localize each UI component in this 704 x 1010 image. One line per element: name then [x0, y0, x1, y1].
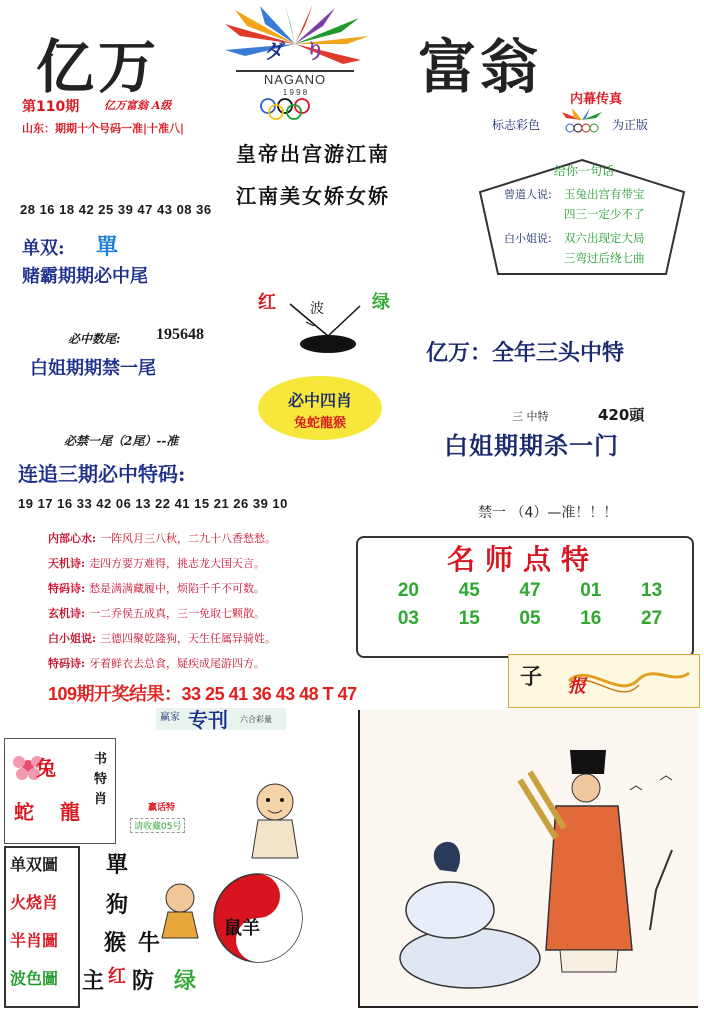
fax-left: 标志彩色 [492, 118, 541, 132]
fax-right: 为正版 [612, 118, 649, 132]
poem-key: 特码诗: [48, 657, 86, 670]
jinyi: 禁一 （4）—准！！！ [478, 505, 618, 521]
label-bose: 波色圖 [10, 969, 59, 988]
bl-green: 绿 [174, 968, 197, 994]
label-banxiao: 半肖圖 [10, 931, 59, 950]
poem-row [48, 555, 265, 571]
mingshi-number: 45 [458, 580, 480, 601]
bl-main: 主 [82, 968, 105, 994]
mingshi-title: 名师点特 [446, 543, 599, 576]
zibao-zi: 子 [520, 664, 543, 690]
label-danshuang: 单双圖 [10, 855, 59, 874]
mingshi-number: 27 [641, 608, 663, 629]
danshuang-label: 单双: [22, 238, 65, 259]
danshuang-line: 赌霸期期必中尾 [22, 266, 148, 287]
scholar-figure-icon [360, 710, 698, 1006]
poem-text: 三德四聚乾隆狗，天生任属异骑姓。 [100, 632, 277, 645]
sanzhongte-label: 三 中特 [512, 410, 549, 423]
wave-red: 红 [258, 292, 276, 313]
jinyiwei: 必禁一尾（2尾）--准 [64, 434, 179, 448]
poem-row [48, 530, 276, 546]
poem-key: 玄机诗: [48, 607, 86, 620]
four-zodiac-title: 必中四肖 [287, 391, 352, 410]
pentagon-zeng-1: 玉兔出宫有带宝 [564, 187, 645, 201]
side-dragon: 龍 [60, 800, 80, 824]
poem-text: 走四方要万难得，挑志龙大国天言。 [89, 557, 266, 570]
mingshi-row2 [378, 608, 682, 630]
bizhong-tail-label: 必中数尾: [68, 332, 121, 346]
zhuankan-left: 赢家 [160, 712, 180, 723]
poem-key: 内部心水: [48, 532, 97, 545]
kid-figure-icon [240, 780, 310, 860]
mingshi-number: 15 [458, 608, 480, 629]
bizhong-tail-line: 白姐期期禁一尾 [30, 358, 156, 379]
issue-number: 第110期 [22, 99, 80, 115]
pentagon-bai-label: 白小姐说: [504, 232, 552, 245]
numbers-mid: 19 17 16 33 42 06 13 22 41 15 21 26 39 10 [18, 496, 288, 511]
side-vertical: 书特肖 [94, 752, 108, 807]
poem-text: 一二乔侯五成真，三一免取七颗散。 [89, 607, 266, 620]
old-man-icon [150, 880, 210, 940]
pentagon-zeng-2: 四三一定少不了 [564, 207, 645, 221]
svg-text:ダ: ダ [265, 41, 285, 63]
pentagon-zeng-label: 曾道人说: [504, 188, 552, 201]
zibao-bao: 报 [568, 676, 586, 697]
fax-title: 内幕传真 [570, 92, 623, 107]
bl-dog: 狗 [106, 892, 129, 918]
poem-key: 特码诗: [48, 582, 86, 595]
danshuang-value: 單 [96, 234, 119, 260]
mingshi-number: 16 [580, 608, 602, 629]
side-small: 请收藏05号 [130, 818, 185, 833]
scholar-illustration [358, 710, 698, 1008]
mingshi-number: 03 [397, 608, 419, 629]
zhuankan-main: 专刊 [188, 708, 228, 732]
issue-sub: 亿万富翁 A级 [104, 99, 172, 112]
lianzhui: 连追三期必中特码: [18, 462, 186, 486]
yiwan-slogan: 亿万：全年三头中特 [426, 341, 625, 366]
label-huoshao: 火烧肖 [10, 893, 59, 912]
olympic-rings-icon [258, 98, 332, 124]
poem-row [48, 630, 276, 646]
side-snake: 蛇 [14, 800, 34, 824]
bai-kill: 白姐期期杀一门 [444, 432, 619, 460]
bl-rat-goat: 鼠羊 [224, 918, 260, 939]
headline-line2: 江南美女娇女娇 [236, 184, 390, 208]
side-rank: 赢话特 [148, 803, 176, 813]
logo-word: NAGANO [263, 72, 327, 87]
poem-text: 一阵风月三八秋，二九十八香愁愁。 [100, 532, 277, 545]
poem-text: 愁是满满藏履中，烦陷千千不可数。 [89, 582, 266, 595]
issue-rule: 山东：期期十个号码一准|十准八| [22, 122, 185, 135]
kid-figure [240, 780, 310, 860]
wave-mid: 波 [310, 301, 324, 317]
numbers-top: 28 16 18 42 25 39 47 43 08 36 [20, 202, 212, 217]
bl-dan: 單 [106, 852, 129, 878]
pentagon-bai-2: 三弯过后绕七曲 [564, 251, 645, 265]
nagano-logo [206, 6, 384, 124]
poem-row [48, 655, 265, 671]
bl-ox: 牛 [138, 930, 161, 956]
mingshi-number: 47 [519, 580, 541, 601]
mingshi-number: 05 [519, 608, 541, 629]
bl-fang: 防 [132, 968, 155, 994]
pentagon-title: 给你一句话 [554, 164, 615, 178]
mingshi-row1 [378, 580, 682, 602]
poem-key: 白小姐说: [48, 632, 97, 645]
svg-text:り: り [305, 41, 325, 63]
title-right: 富翁 [418, 33, 543, 101]
title-left: 亿万 [36, 33, 161, 101]
headline-line1: 皇帝出宫游江南 [236, 142, 390, 166]
bl-monkey: 猴 [104, 930, 127, 956]
mingshi-number: 01 [580, 580, 602, 601]
sanzhongte-value: 420頭 [598, 406, 645, 424]
four-zodiac-value: 兔蛇龍猴 [293, 416, 346, 431]
pentagon-bai-1: 双六出现定大局 [564, 231, 645, 245]
mingshi-number: 20 [397, 580, 419, 601]
old-man-figure [150, 880, 210, 940]
zhuankan-right: 六合彩量 [240, 715, 272, 724]
bl-red: 红 [108, 966, 126, 987]
poem-key: 天机诗: [48, 557, 86, 570]
mingshi-number: 13 [641, 580, 663, 601]
poem-text: 牙着鲜衣去总食，疑疾成尾游四方。 [89, 657, 266, 670]
logo-year: 1 9 9 8 [282, 88, 308, 97]
fax-logo-icon [556, 106, 608, 136]
bizhong-tail-value: 195648 [156, 326, 204, 343]
side-rabbit: 兔 [36, 756, 56, 780]
poem-row [48, 580, 265, 596]
wave-green: 绿 [372, 292, 390, 313]
result-line: 109期开奖结果：33 25 41 36 43 48 T 47 [48, 684, 357, 704]
poem-row [48, 605, 265, 621]
